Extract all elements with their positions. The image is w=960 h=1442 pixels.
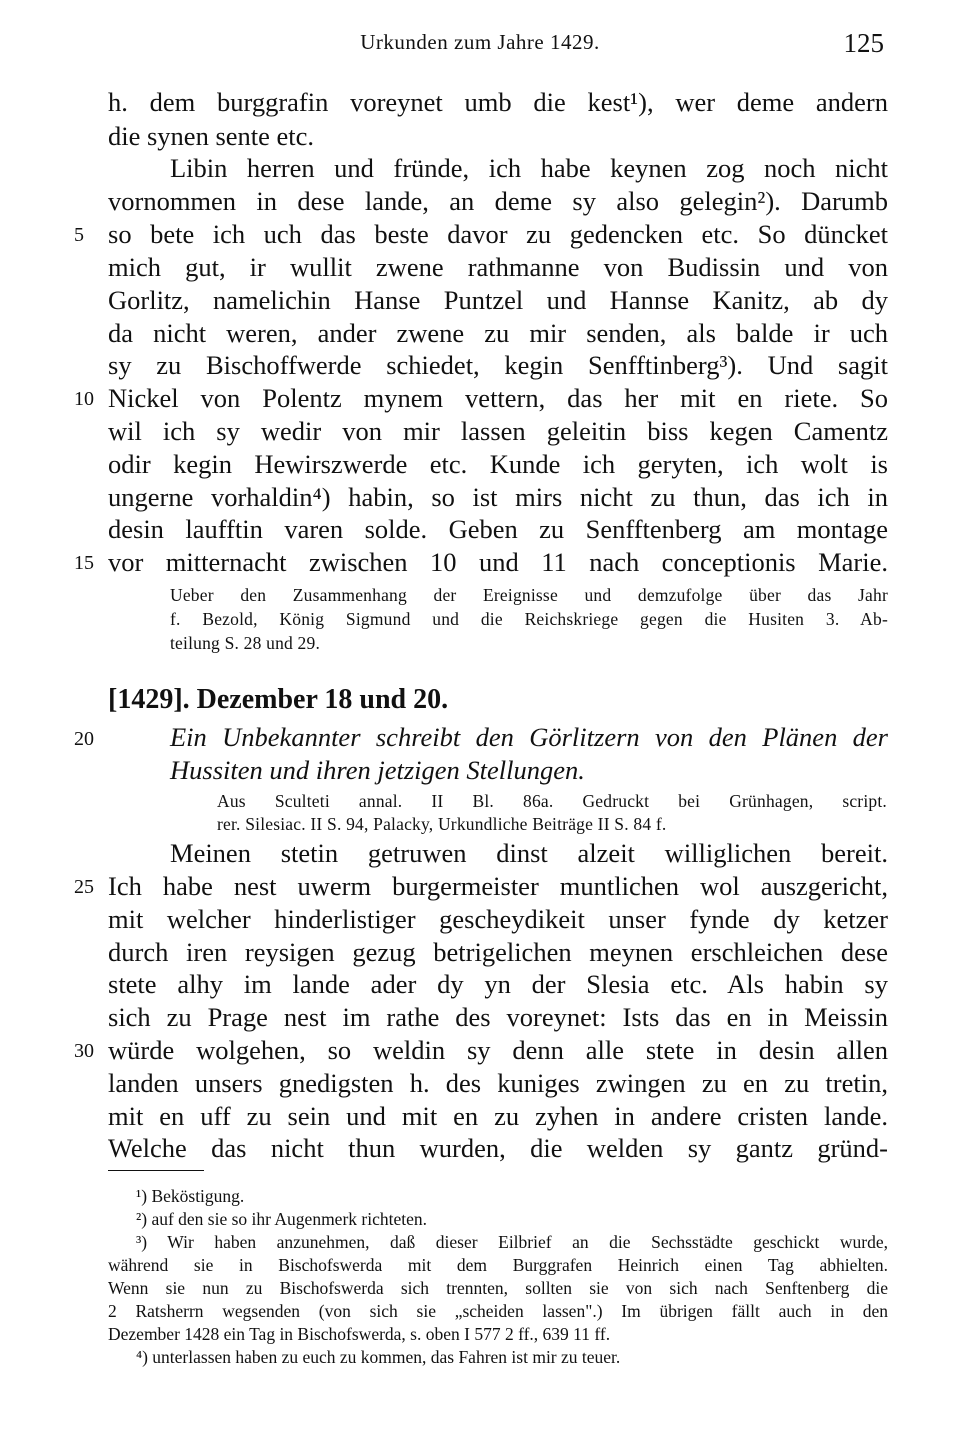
text-line: Libin herren und fründe, ich habe keynen zog noch nicht [170,153,888,183]
source-line: rer. Silesiac. II S. 94, Palacky, Urkundliche Beiträge II S. 84 f. [217,814,667,834]
regest-line: Ein Unbekannter schreibt den Görlitzern von den Plänen der [170,722,888,752]
letter-line: würde wolgehen, so weldin sy denn alle stete in desin allen [108,1035,888,1065]
page-number: 125 [843,28,884,58]
line-number: 25 [74,876,94,898]
line-number: 5 [74,224,84,246]
text-line: Gorlitz, namelichin Hanse Puntzel und Hannse Kanitz, ab dy [108,285,888,315]
running-header: Urkunden zum Jahre 1429. [360,30,600,54]
note-line: f. Bezold, König Sigmund und die Reichskriege gegen die Husiten 3. Ab- [170,609,888,629]
footnote: ¹) Beköstigung. [136,1186,245,1206]
text-line: mich gut, ir wullit zwene rathmanne von Budissin und von [108,252,888,282]
letter-line: Welche das nicht thun wurden, die welden sy gantz gründ- [108,1133,888,1163]
line-number: 30 [74,1040,94,1062]
note-line: Ueber den Zusammenhang der Ereignisse und demzufolge über das Jahr [170,585,888,605]
footnote: ²) auf den sie so ihr Augenmerk richteten. [136,1209,427,1229]
footnote: während sie in Bischofswerda mit dem Burggrafen Heinrich einen Tag abhielten. [108,1255,888,1275]
text-line: vornommen in dese lande, an deme sy also gelegin²). Darumb [108,186,888,216]
line-number: 10 [74,388,94,410]
footnote: ³) Wir haben anzunehmen, daß dieser Eilbrief an die Sechsstädte geschickt wurde, [136,1232,888,1252]
footnote: 2 Ratsherrn wegsenden (von sich sie „scheiden lassen".) Im übrigen fällt auch in den [108,1301,888,1321]
document-heading: [1429]. Dezember 18 und 20. [108,684,449,715]
text-line: odir kegin Hewirszwerde etc. Kunde ich geryten, ich wolt is [108,449,888,479]
text-line: vor mitternacht zwischen 10 und 11 nach conceptionis Marie. [108,547,888,577]
text-line: wil ich sy wedir von mir lassen geleitin biss kegen Camentz [108,416,888,446]
letter-line: Meinen stetin getruwen dinst alzeit williglichen bereit. [170,838,888,868]
text-line: die synen sente etc. [108,121,315,151]
letter-line: sich zu Prage nest im rathe des voreynet: Ists das en in Meissin [108,1002,888,1032]
text-line: so bete ich uch das beste davor zu gedencken etc. So düncket [108,219,888,249]
letter-line: landen unsers gnedigsten h. des kuniges zwingen zu en zu tretin, [108,1068,888,1098]
regest-line: Hussiten und ihren jetzigen Stellungen. [170,755,585,785]
letter-line: stete alhy im lande ader dy yn der Slesia etc. Als habin sy [108,969,888,999]
line-number: 20 [74,728,94,750]
footnote-divider [108,1170,204,1171]
source-line: Aus Sculteti annal. II Bl. 86a. Gedruckt bei Grünhagen, script. [217,791,887,811]
letter-line: durch iren reysigen gezug betrigelichen meynen erschleichen dese [108,937,888,967]
line-number: 15 [74,552,94,574]
footnote: ⁴) unterlassen haben zu euch zu kommen, das Fahren ist mir zu teuer. [136,1347,621,1367]
text-line: da nicht weren, ander zwene zu mir senden, als balde ir uch [108,318,888,348]
text-line: Nickel von Polentz mynem vettern, das her mit en riete. So [108,383,888,413]
footnote: Wenn sie nun zu Bischofswerda sich trennten, sollten sie von sich nach Senftenberg die [108,1278,888,1298]
letter-line: mit en uff zu sein und mit en zu zyhen in andere cristen lande. [108,1101,888,1131]
footnote: Dezember 1428 ein Tag in Bischofswerda, s. oben I 577 2 ff., 639 11 ff. [108,1324,611,1344]
letter-line: Ich habe nest uwerm burgermeister muntlichen wol auszgericht, [108,871,888,901]
text-line: sy zu Bischoffwerde schiedet, kegin Senfftinberg³). Und sagit [108,350,888,380]
letter-line: mit welcher hinderlistiger gescheydikeit unser fynde dy ketzer [108,904,888,934]
text-line: ungerne vorhaldin⁴) habin, so ist mirs nicht zu thun, das ich in [108,482,888,512]
note-line: teilung S. 28 und 29. [170,633,321,653]
text-line: h. dem burggrafin voreynet umb die kest¹), wer deme andern [108,87,888,117]
text-line: desin laufftin varen solde. Geben zu Senfftenberg am montage [108,514,888,544]
